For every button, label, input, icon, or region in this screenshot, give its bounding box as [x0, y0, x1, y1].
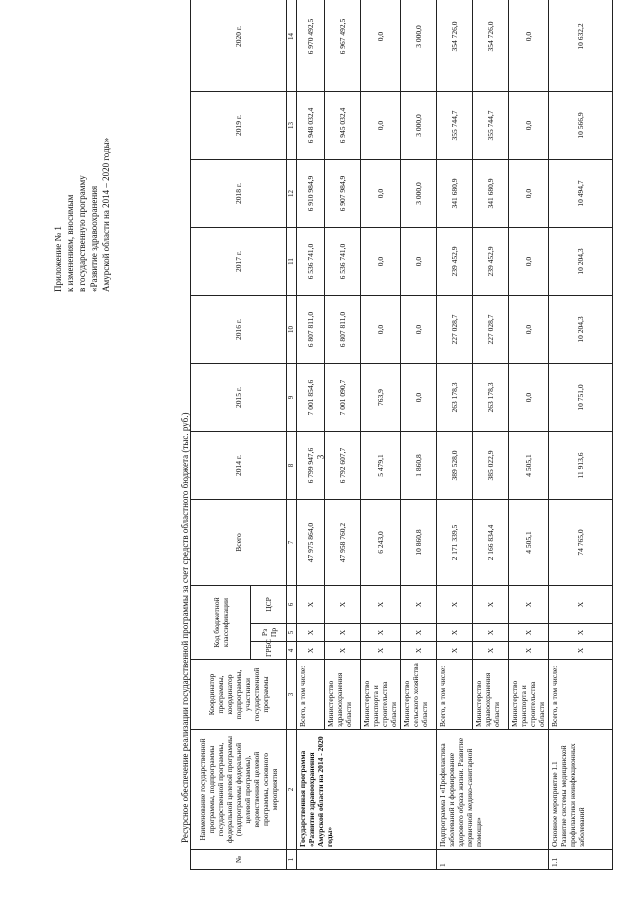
col-number: 11: [287, 228, 297, 296]
col-number: 3: [287, 660, 297, 730]
total-cell: 2 171 339,5: [437, 500, 473, 586]
header-total: Всего: [191, 500, 287, 586]
rzpr-cell: Х: [325, 624, 361, 642]
resource-table: [190, 0, 613, 870]
year-value-cell: 0,0: [509, 160, 549, 228]
year-value-cell: 354 726,0: [473, 0, 509, 92]
year-value-cell: 341 680,9: [437, 160, 473, 228]
appendix-note: [52, 32, 112, 292]
coordinator-cell: Министерство транспорта и строительства области: [509, 660, 549, 730]
grbs-cell: Х: [325, 642, 361, 660]
csr-cell: Х: [437, 586, 473, 624]
page-number: 3: [315, 454, 326, 460]
column-numbers-row: [287, 0, 297, 870]
header-rzpr: Рз Пр: [251, 624, 287, 642]
csr-cell: Х: [473, 586, 509, 624]
program-name: Основное мероприятие 1.1 Развитие системы медицинской профилактики неинфекционных заболеваний: [549, 730, 613, 850]
grbs-cell: Х: [437, 642, 473, 660]
appendix-line: к изменениям, вносимым: [65, 194, 75, 292]
year-value-cell: 6 970 492,5: [297, 0, 325, 92]
csr-cell: Х: [401, 586, 437, 624]
table-row: [297, 0, 325, 870]
program-name: Государственная программа «Развитие здравоохранения Амурской области на 2014 - 2020 годы»: [297, 730, 437, 850]
coordinator-cell: Министерство здравоохранения области: [473, 660, 509, 730]
year-value-cell: 227 028,7: [437, 296, 473, 364]
year-value-cell: 227 028,7: [473, 296, 509, 364]
year-value-cell: 0,0: [509, 364, 549, 432]
col-number: 12: [287, 160, 297, 228]
year-value-cell: 355 744,7: [437, 92, 473, 160]
header-grbs: ГРБС: [251, 642, 287, 660]
col-number: 1: [287, 850, 297, 870]
grbs-cell: Х: [361, 642, 401, 660]
year-value-cell: 6 792 607,7: [325, 432, 361, 500]
header-year: 2018 г.: [191, 160, 287, 228]
grbs-cell: Х: [297, 642, 325, 660]
year-value-cell: 6 807 811,0: [297, 296, 325, 364]
col-number: 8: [287, 432, 297, 500]
total-cell: 74 765,0: [549, 500, 613, 586]
year-value-cell: 10 494,7: [549, 160, 613, 228]
total-cell: 2 166 834,4: [473, 500, 509, 586]
header-coordinator: Координатор программы, координатор подпрограммы, участники государственной программы: [191, 660, 287, 730]
year-value-cell: 0,0: [509, 92, 549, 160]
table-row: [549, 0, 613, 870]
header-year: 2014 г.: [191, 432, 287, 500]
year-value-cell: 0,0: [361, 0, 401, 92]
total-cell: 4 505,1: [509, 500, 549, 586]
appendix-line: Амурской области на 2014 – 2020 годы»: [101, 137, 111, 292]
coordinator-cell: Министерство сельского хозяйства области: [401, 660, 437, 730]
year-value-cell: 0,0: [361, 92, 401, 160]
year-value-cell: 6 807 811,0: [325, 296, 361, 364]
rzpr-cell: Х: [297, 624, 325, 642]
col-number: 2: [287, 730, 297, 850]
year-value-cell: 6 910 984,9: [297, 160, 325, 228]
year-value-cell: 10 204,3: [549, 228, 613, 296]
year-value-cell: 763,9: [361, 364, 401, 432]
year-value-cell: 6 799 947,6: [297, 432, 325, 500]
year-value-cell: 239 452,9: [473, 228, 509, 296]
year-value-cell: 3 000,0: [401, 92, 437, 160]
appendix-line: Приложение № 1: [53, 226, 63, 292]
year-value-cell: 0,0: [509, 228, 549, 296]
col-number: 6: [287, 586, 297, 624]
year-value-cell: 263 178,3: [437, 364, 473, 432]
year-value-cell: 6 948 032,4: [297, 92, 325, 160]
col-number: 5: [287, 624, 297, 642]
grbs-cell: Х: [401, 642, 437, 660]
year-value-cell: 10 566,9: [549, 92, 613, 160]
year-value-cell: 3 000,0: [401, 160, 437, 228]
year-value-cell: 0,0: [401, 364, 437, 432]
year-value-cell: 10 204,3: [549, 296, 613, 364]
year-value-cell: 3 000,0: [401, 0, 437, 92]
rzpr-cell: Х: [509, 624, 549, 642]
year-value-cell: 0,0: [509, 296, 549, 364]
appendix-line: «Развитие здравоохранения: [89, 185, 99, 292]
coordinator-cell: Министерство здравоохранения области: [325, 660, 361, 730]
rzpr-cell: Х: [549, 624, 613, 642]
year-value-cell: 7 001 854,6: [297, 364, 325, 432]
header-num: №: [191, 850, 287, 870]
grbs-cell: Х: [509, 642, 549, 660]
grbs-cell: Х: [549, 642, 613, 660]
year-value-cell: 0,0: [401, 228, 437, 296]
coordinator-cell: Всего, в том числе:: [297, 660, 325, 730]
header-year: 2016 г.: [191, 296, 287, 364]
coordinator-cell: Всего, в том числе:: [549, 660, 613, 730]
year-value-cell: 10 632,2: [549, 0, 613, 92]
year-value-cell: 341 680,9: [473, 160, 509, 228]
year-value-cell: 7 001 090,7: [325, 364, 361, 432]
csr-cell: Х: [297, 586, 325, 624]
header-year: 2017 г.: [191, 228, 287, 296]
year-value-cell: 354 726,0: [437, 0, 473, 92]
rzpr-cell: Х: [437, 624, 473, 642]
csr-cell: Х: [325, 586, 361, 624]
total-cell: 47 958 760,2: [325, 500, 361, 586]
year-value-cell: 11 913,6: [549, 432, 613, 500]
row-number: [297, 850, 437, 870]
coordinator-cell: Министерство транспорта и строительства области: [361, 660, 401, 730]
header-year: 2020 г.: [191, 0, 287, 92]
row-number: 1.1: [549, 850, 613, 870]
header-csr: ЦСР: [251, 586, 287, 624]
table-body: [297, 0, 613, 870]
year-value-cell: 0,0: [361, 296, 401, 364]
grbs-cell: Х: [473, 642, 509, 660]
rzpr-cell: Х: [361, 624, 401, 642]
year-value-cell: 6 907 984,9: [325, 160, 361, 228]
csr-cell: Х: [361, 586, 401, 624]
header-name: Наименование государственной программы, подпрограммы государственной программы, федеральной целевой программы (подпрограммы федеральной целевой программы), ведомственной целевой программы, основного мероприятия: [191, 730, 287, 850]
document-title: Ресурсное обеспечение реализации государственной программы за счет средств областного бюджета (тыс. руб.): [180, 412, 190, 843]
col-number: 4: [287, 642, 297, 660]
year-value-cell: 10 751,0: [549, 364, 613, 432]
col-number: 9: [287, 364, 297, 432]
appendix-line: в государственную программу: [77, 175, 87, 292]
col-number: 13: [287, 92, 297, 160]
year-value-cell: 0,0: [401, 296, 437, 364]
col-number: 7: [287, 500, 297, 586]
year-value-cell: 1 860,8: [401, 432, 437, 500]
col-number: 10: [287, 296, 297, 364]
year-value-cell: 239 452,9: [437, 228, 473, 296]
total-cell: 10 860,8: [401, 500, 437, 586]
year-value-cell: 0,0: [361, 228, 401, 296]
year-value-cell: 0,0: [361, 160, 401, 228]
rzpr-cell: Х: [401, 624, 437, 642]
header-year: 2015 г.: [191, 364, 287, 432]
year-value-cell: 6 945 032,4: [325, 92, 361, 160]
csr-cell: Х: [509, 586, 549, 624]
year-value-cell: 6 967 492,5: [325, 0, 361, 92]
year-value-cell: 6 536 741,0: [297, 228, 325, 296]
year-value-cell: 389 528,0: [437, 432, 473, 500]
year-value-cell: 385 022,9: [473, 432, 509, 500]
csr-cell: Х: [549, 586, 613, 624]
total-cell: 6 243,0: [361, 500, 401, 586]
col-number: 14: [287, 0, 297, 92]
year-value-cell: 6 536 741,0: [325, 228, 361, 296]
year-value-cell: 355 744,7: [473, 92, 509, 160]
year-value-cell: 4 505,1: [509, 432, 549, 500]
header-budget-code: Код бюджетной классификации: [191, 586, 251, 660]
year-value-cell: 5 479,1: [361, 432, 401, 500]
program-name: Подпрограмма I «Профилактика заболеваний и формирование здорового образа жизни. Развитие первичной медико-санитарной помощи»: [437, 730, 549, 850]
header-year: 2019 г.: [191, 92, 287, 160]
table-row: [437, 0, 473, 870]
total-cell: 47 975 864,0: [297, 500, 325, 586]
year-value-cell: 263 178,3: [473, 364, 509, 432]
year-value-cell: 0,0: [509, 0, 549, 92]
rzpr-cell: Х: [473, 624, 509, 642]
coordinator-cell: Всего, в том числе:: [437, 660, 473, 730]
row-number: 1: [437, 850, 549, 870]
